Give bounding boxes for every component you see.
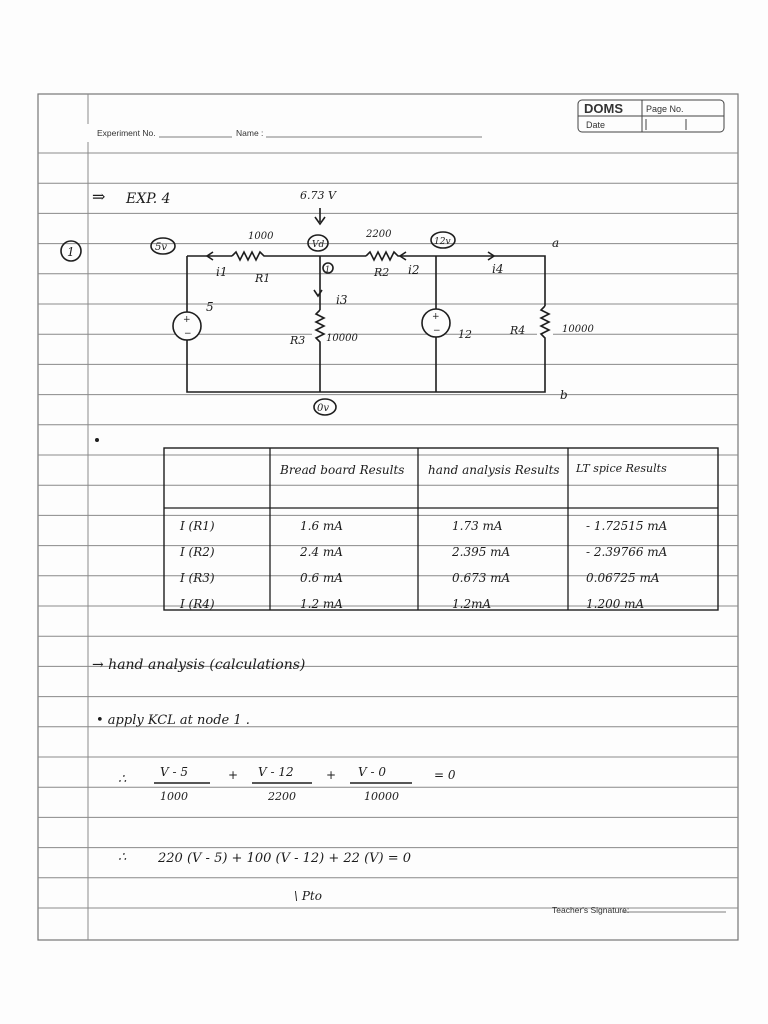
r3-label: R3 [290, 334, 306, 347]
table-cell: - 1.72515 mA [586, 519, 668, 533]
experiment-label: Experiment No. [97, 128, 156, 138]
r2-label: R2 [374, 266, 390, 279]
header-strip [86, 124, 556, 142]
table-row-label: I (R2) [180, 545, 215, 559]
teacher-signature-label: Teacher's Signature: [552, 905, 630, 915]
node-1-label: 1 [325, 265, 331, 274]
table-cell: 0.673 mA [452, 571, 511, 585]
svg-text:−: − [184, 329, 192, 339]
brand-logo: DOMS [584, 101, 623, 116]
equation-1 [118, 765, 456, 803]
top-voltage-label: 6.73 V [300, 189, 336, 202]
table-cell: 1.6 mA [300, 519, 343, 533]
node-5v-label: 5v [155, 242, 168, 253]
eq1-rhs: = 0 [434, 768, 456, 782]
node-0v-label: 0v [317, 403, 330, 414]
table-cell: 2.395 mA [452, 545, 511, 559]
table-header-breadboard: Bread board Results [280, 463, 405, 477]
table-row-label: I (R1) [180, 519, 215, 533]
current-i4-label: i4 [492, 262, 504, 276]
table-row-label: I (R3) [180, 571, 215, 585]
eq1-term3-numerator: V - 0 [358, 765, 386, 779]
circuit-diagram [61, 229, 594, 415]
pto-note: \ Pto [294, 889, 322, 903]
table-cell: 2.4 mA [300, 545, 343, 559]
table-cell: 1.200 mA [586, 597, 645, 611]
page-border [38, 94, 738, 940]
src2-value: 12 [458, 328, 472, 341]
r3-value: 10000 [326, 333, 358, 344]
eq1-term2-denominator: 2200 [268, 790, 296, 803]
node-vd-label: Vd [312, 240, 325, 250]
equation-2: 220 (V - 5) + 100 (V - 12) + 22 (V) = 0 [158, 851, 412, 866]
current-i2-label: i2 [408, 263, 420, 277]
eq1-term1-denominator: 1000 [160, 790, 188, 803]
r1-value: 1000 [248, 231, 274, 242]
svg-text:+: + [432, 312, 440, 322]
table-header-ltspice: LT spice Results [576, 462, 667, 475]
node-12v-label: 12v [434, 237, 451, 247]
table-cell: - 2.39766 mA [586, 545, 668, 559]
brand-box [578, 100, 724, 132]
eq1-term1-numerator: V - 5 [160, 765, 188, 779]
r4-label: R4 [510, 324, 526, 337]
eq1-term2-numerator: V - 12 [258, 765, 294, 779]
current-i1-label: i1 [216, 265, 228, 279]
table-cell: 1.2 mA [300, 597, 343, 611]
current-i3-label: i3 [336, 293, 348, 307]
problem-number: 1 [67, 245, 75, 259]
table-body [179, 519, 668, 611]
table-header-hand: hand analysis Results [428, 463, 560, 477]
table-cell: 1.2mA [452, 597, 492, 611]
svg-text:+: + [183, 315, 191, 325]
page-no-label: Page No. [646, 104, 684, 114]
table-row-label: I (R4) [180, 597, 215, 611]
table-cell: 0.6 mA [300, 571, 343, 585]
point-b-label: b [560, 388, 568, 402]
results-table [164, 448, 718, 611]
eq1-term3-denominator: 10000 [364, 790, 399, 803]
bullet-dot [95, 438, 99, 442]
analysis-heading: → hand analysis (calculations) [92, 657, 306, 673]
circuit-outer-wire [187, 256, 545, 392]
kcl-step: • apply KCL at node 1 . [96, 713, 250, 728]
point-a-label: a [552, 236, 560, 250]
r1-label: R1 [255, 272, 271, 285]
date-label: Date [586, 120, 606, 130]
heading-arrow: ⇒ [92, 187, 106, 206]
experiment-title: EXP. 4 [126, 191, 171, 207]
src1-value: 5 [206, 300, 214, 314]
r2-value: 2200 [366, 229, 392, 240]
table-cell: 1.73 mA [452, 519, 503, 533]
r4-value: 10000 [562, 324, 594, 335]
table-cell: 0.06725 mA [586, 571, 660, 585]
eq1-plus-2: + [326, 768, 337, 782]
therefore-symbol: ∴ [118, 772, 127, 787]
svg-text:−: − [433, 326, 441, 336]
eq1-plus-1: + [228, 768, 239, 782]
therefore-symbol-2: ∴ [118, 850, 127, 865]
name-label: Name : [236, 128, 264, 138]
